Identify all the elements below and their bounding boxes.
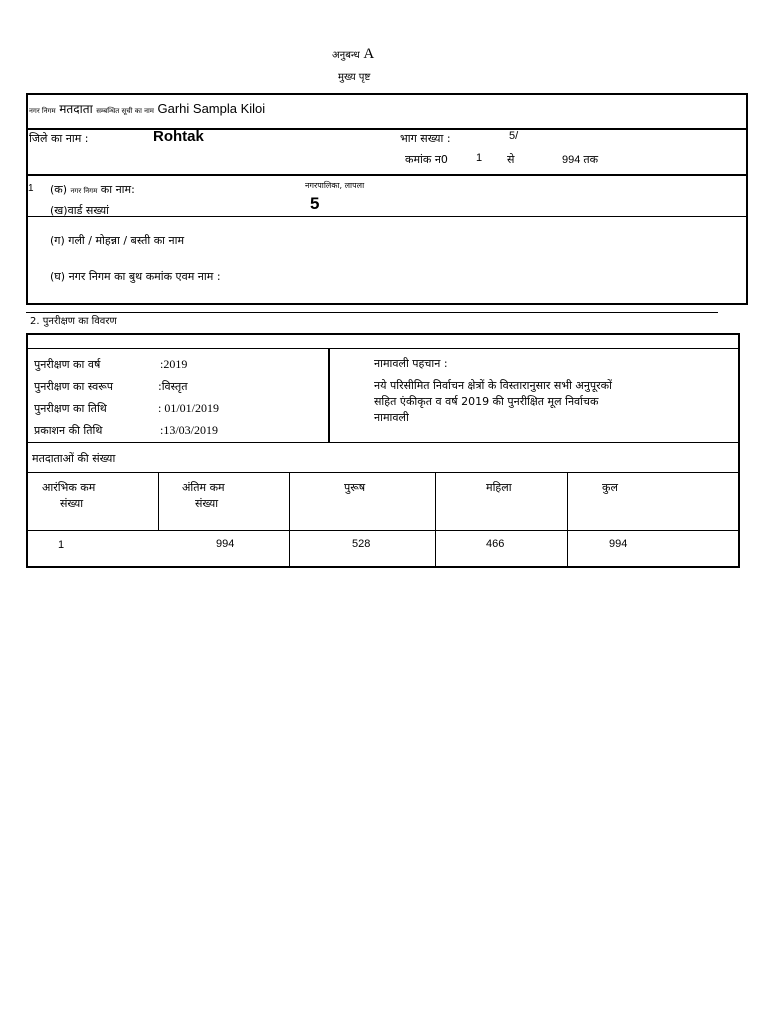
district-box	[26, 128, 748, 176]
revision-mid-divider	[328, 348, 330, 442]
annex-prefix: अनुबन्ध	[332, 50, 360, 61]
section1-b-label: (ख)वार्ड सख्यां	[50, 204, 110, 217]
revision-date-label: पुनरीक्षण का तिथि	[34, 402, 107, 415]
section1-a	[50, 182, 135, 197]
roll-text-line2: सहित एंकीकृत व वर्ष 2019 की पुनरीक्षित मूल निर्वाचक	[374, 395, 599, 408]
section1-a-text: का नाम:	[100, 183, 135, 196]
main-page-label: मुख्य पृष्ट	[338, 72, 371, 83]
voters-col-divider-3	[435, 472, 436, 567]
revision-type-label: पुनरीक्षण का स्वरूप	[34, 380, 114, 393]
publication-date-value: :13/03/2019	[160, 423, 219, 437]
section1-divider	[28, 216, 746, 217]
section2-heading: 2. पुनरीक्षण का विवरण	[30, 316, 117, 327]
list-name: Garhi Sampla Kiloi	[157, 101, 266, 116]
section1-number: 1	[28, 183, 34, 194]
list-title-prefix-small: नगर निगम	[29, 107, 56, 115]
voters-col-divider-1	[158, 472, 159, 530]
annex-title	[332, 46, 374, 63]
revision-date-value: : 01/01/2019	[158, 401, 220, 415]
voters-col-divider-4	[567, 472, 568, 567]
voters-col3-header: पुरूष	[344, 481, 366, 494]
ward-number: 5	[310, 194, 320, 213]
voters-heading-rule	[28, 472, 738, 473]
roll-label: नामावली पहचान :	[374, 357, 448, 370]
voters-col1-header-line1: आरंभिक कम	[42, 481, 96, 494]
roll-text-line3: नामावली	[374, 411, 409, 424]
section1-a-small: नगर निगम	[70, 187, 98, 195]
serial-to: 994 तक	[562, 154, 599, 166]
voters-col2-header-line1: अंतिम कम	[182, 481, 225, 494]
publication-date-label: प्रकाशन की तिथि	[34, 424, 103, 437]
voters-col2-header-line2: संख्या	[195, 497, 219, 510]
annex-letter: A	[363, 46, 375, 62]
revision-type-value: :विस्तृत	[158, 380, 188, 393]
voters-header-rule	[28, 530, 738, 531]
district-value: Rohtak	[153, 128, 204, 145]
roll-text-line1: नये परिसीमित निर्वाचन क्षेत्रों के विस्तारानुसार सभी अनुपूरकों	[374, 379, 612, 392]
section1-a-label: (क)	[50, 183, 68, 196]
part-label: भाग सख्या :	[400, 132, 451, 145]
section2-rule	[26, 312, 718, 313]
revision-year-value: :2019	[160, 357, 188, 371]
list-title-prefix: मतदाता	[59, 102, 93, 116]
serial-from: 1	[476, 152, 483, 164]
voters-heading: मतदाताओं की संख्या	[32, 452, 116, 465]
section1-d-label: (घ) नगर निगम का बुथ कमांक एवम नाम :	[50, 270, 221, 283]
voters-col1-header-line2: संख्या	[60, 497, 84, 510]
voters-male: 528	[352, 538, 371, 550]
section1-c-label: (ग) गली / मोहन्ना / बस्ती का नाम	[50, 234, 185, 247]
part-value: 5/	[509, 130, 519, 142]
serial-to-label: से	[507, 153, 515, 166]
voters-start-serial: 1	[58, 539, 65, 551]
revision-bottom-rule	[28, 442, 738, 443]
revision-top-rule	[28, 348, 738, 349]
revision-year-label: पुनरीक्षण का वर्ष	[34, 358, 101, 371]
voters-col4-header: महिला	[486, 481, 512, 494]
district-label: जिले का नाम :	[29, 132, 89, 145]
list-title	[29, 100, 265, 117]
section1-a-value: नगरपालिका, लापला	[305, 181, 365, 190]
list-title-prefix-small2: सम्बन्धित सूची का नाम	[96, 107, 154, 115]
voters-total: 994	[609, 538, 628, 550]
voters-col5-header: कुल	[602, 481, 618, 494]
voters-end-serial: 994	[216, 538, 235, 550]
serial-label: कमांक न0	[405, 153, 448, 166]
voters-female: 466	[486, 538, 505, 550]
voters-col-divider-2	[289, 472, 290, 567]
